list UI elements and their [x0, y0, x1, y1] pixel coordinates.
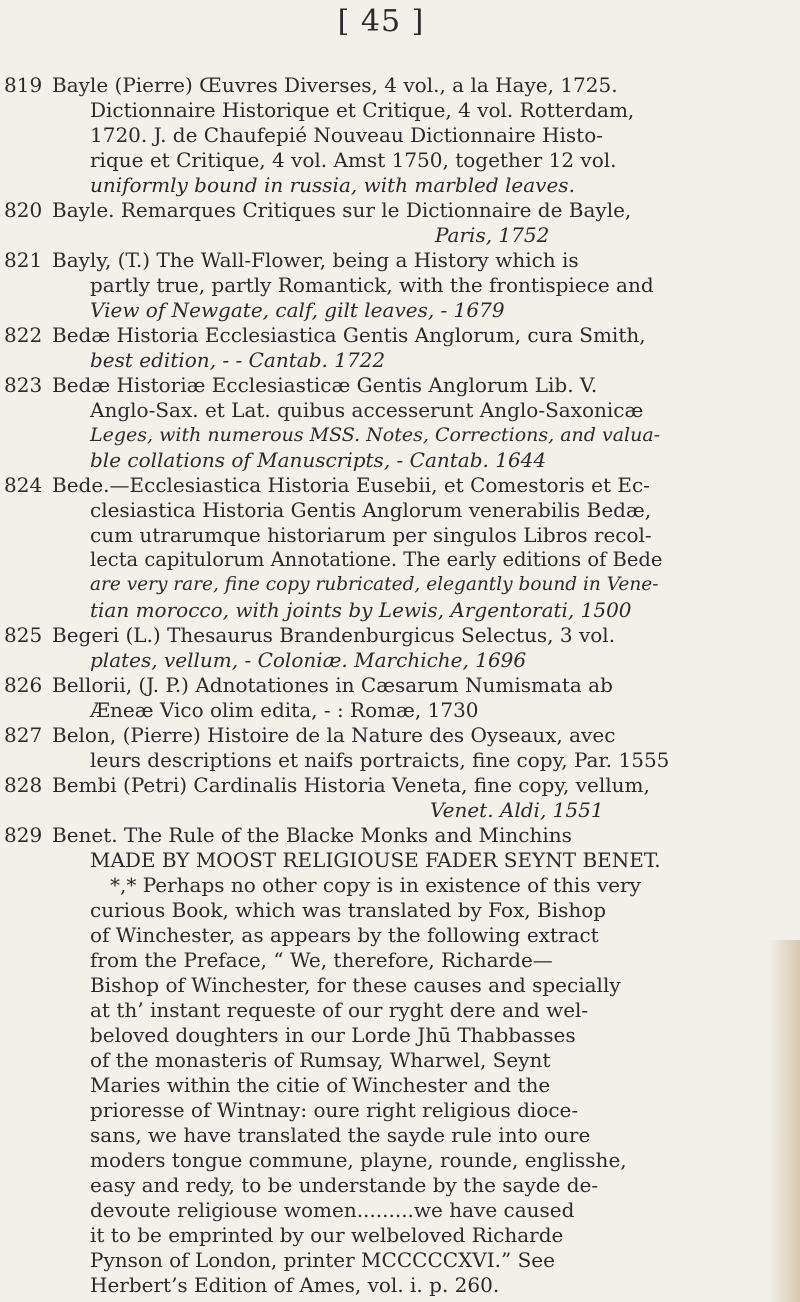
catalog-line: tian morocco, with joints by Lewis, Argentorati, 1500 [90, 598, 632, 622]
catalog-line: it to be emprinted by our welbeloved Richarde [90, 1223, 564, 1247]
lot-number: 825 [4, 623, 43, 647]
page-edge-shadow [768, 940, 800, 1302]
catalog-line: Bedæ Historia Ecclesiastica Gentis Anglorum, cura Smith, [52, 323, 646, 347]
lot-number: 829 [4, 823, 43, 847]
catalog-line: Dictionnaire Historique et Critique, 4 vol. Rotterdam, [90, 98, 635, 122]
catalog-line: leurs descriptions et naifs portraicts, fine copy, Par. 1555 [90, 748, 670, 772]
catalog-line: sans, we have translated the sayde rule into oure [90, 1123, 591, 1147]
catalog-line: View of Newgate, calf, gilt leaves, - 1679 [90, 298, 505, 322]
catalog-line: Paris, 1752 [435, 223, 550, 247]
catalog-line: Bembi (Petri) Cardinalis Historia Veneta, fine copy, vellum, [52, 773, 650, 797]
lot-number: 819 [4, 73, 43, 97]
catalog-line: Belon, (Pierre) Histoire de la Nature des Oyseaux, avec [52, 723, 616, 747]
catalog-line: MADE BY MOOST RELIGIOUSE FADER SEYNT BENET. [90, 848, 661, 872]
catalog-line: curious Book, which was translated by Fox, Bishop [90, 898, 607, 922]
lot-number: 821 [4, 248, 43, 272]
catalog-line: from the Preface, “ We, therefore, Richarde— [90, 948, 553, 972]
catalog-line: Bayly, (T.) The Wall-Flower, being a History which is [52, 248, 579, 272]
catalog-line: Venet. Aldi, 1551 [430, 798, 604, 822]
catalog-line: Maries within the citie of Winchester and the [90, 1073, 551, 1097]
catalog-line: Bishop of Winchester, for these causes and specially [90, 973, 621, 997]
catalog-line: Herbert’s Edition of Ames, vol. i. p. 260. [90, 1273, 500, 1297]
catalog-line: plates, vellum, - Coloniæ. Marchiche, 1696 [90, 648, 527, 672]
catalog-line: Bede.—Ecclesiastica Historia Eusebii, et Comestoris et Ec- [52, 473, 650, 497]
catalog-line: Pynson of London, printer MCCCCCXVI.” See [90, 1248, 555, 1272]
catalog-line: *,* Perhaps no other copy is in existence of this very [110, 873, 641, 897]
catalog-line: of the monasteris of Rumsay, Wharwel, Seynt [90, 1048, 551, 1072]
catalog-line: partly true, partly Romantick, with the frontispiece and [90, 273, 654, 297]
lot-number: 820 [4, 198, 43, 222]
catalog-line: Benet. The Rule of the Blacke Monks and Minchins [52, 823, 572, 847]
catalog-line: of Winchester, as appears by the following extract [90, 923, 599, 947]
catalog-line: lecta capitulorum Annotatione. The early editions of Bede [90, 548, 663, 571]
catalog-line: best edition, - - Cantab. 1722 [90, 348, 386, 372]
catalog-line: cum utrarumque historiarum per singulos Libros recol- [90, 523, 652, 547]
catalog-line: Bayle (Pierre) Œuvres Diverses, 4 vol., a la Haye, 1725. [52, 73, 618, 97]
lot-number: 823 [4, 373, 43, 397]
catalog-line: beloved doughters in our Lorde Jhū Thabbasses [90, 1023, 576, 1047]
catalog-line: Begeri (L.) Thesaurus Brandenburgicus Selectus, 3 vol. [52, 623, 616, 647]
lot-number: 824 [4, 473, 43, 497]
catalog-line: moders tongue commune, playne, rounde, englisshe, [90, 1148, 627, 1172]
catalog-line: 1720. J. de Chaufepié Nouveau Dictionnaire Histo- [90, 123, 604, 147]
catalog-line: ble collations of Manuscripts, - Cantab. 1644 [90, 448, 547, 472]
catalog-line: Anglo-Sax. et Lat. quibus accesserunt Anglo-Saxonicæ [90, 398, 644, 422]
catalog-line: Leges, with numerous MSS. Notes, Corrections, and valua- [90, 424, 661, 446]
catalog-line: easy and redy, to be understande by the sayde de- [90, 1173, 599, 1197]
catalog-line: rique et Critique, 4 vol. Amst 1750, together 12 vol. [90, 148, 617, 172]
lot-number: 822 [4, 323, 43, 347]
catalog-line: are very rare, fine copy rubricated, elegantly bound in Vene- [90, 574, 659, 595]
catalog-line: Bayle. Remarques Critiques sur le Dictionnaire de Bayle, [52, 198, 632, 222]
catalog-line: devoute religiouse women.........we have caused [90, 1198, 575, 1222]
lot-number: 827 [4, 723, 43, 747]
catalog-line: Bedæ Historiæ Ecclesiasticæ Gentis Anglorum Lib. V. [52, 373, 598, 397]
catalog-line: at th’ instant requeste of our ryght dere and wel- [90, 998, 589, 1022]
catalog-line: prioresse of Wintnay: oure right religious dioce- [90, 1098, 579, 1122]
lot-number: 826 [4, 673, 43, 697]
catalog-line: uniformly bound in russia, with marbled leaves. [90, 173, 575, 197]
catalog-line: clesiastica Historia Gentis Anglorum venerabilis Bedæ, [90, 498, 652, 522]
lot-number: 828 [4, 773, 43, 797]
catalog-line: Bellorii, (J. P.) Adnotationes in Cæsarum Numismata ab [52, 673, 613, 697]
catalog-line: Æneæ Vico olim edita, - : Romæ, 1730 [90, 698, 479, 722]
page-number: [ 45 ] [337, 4, 425, 39]
